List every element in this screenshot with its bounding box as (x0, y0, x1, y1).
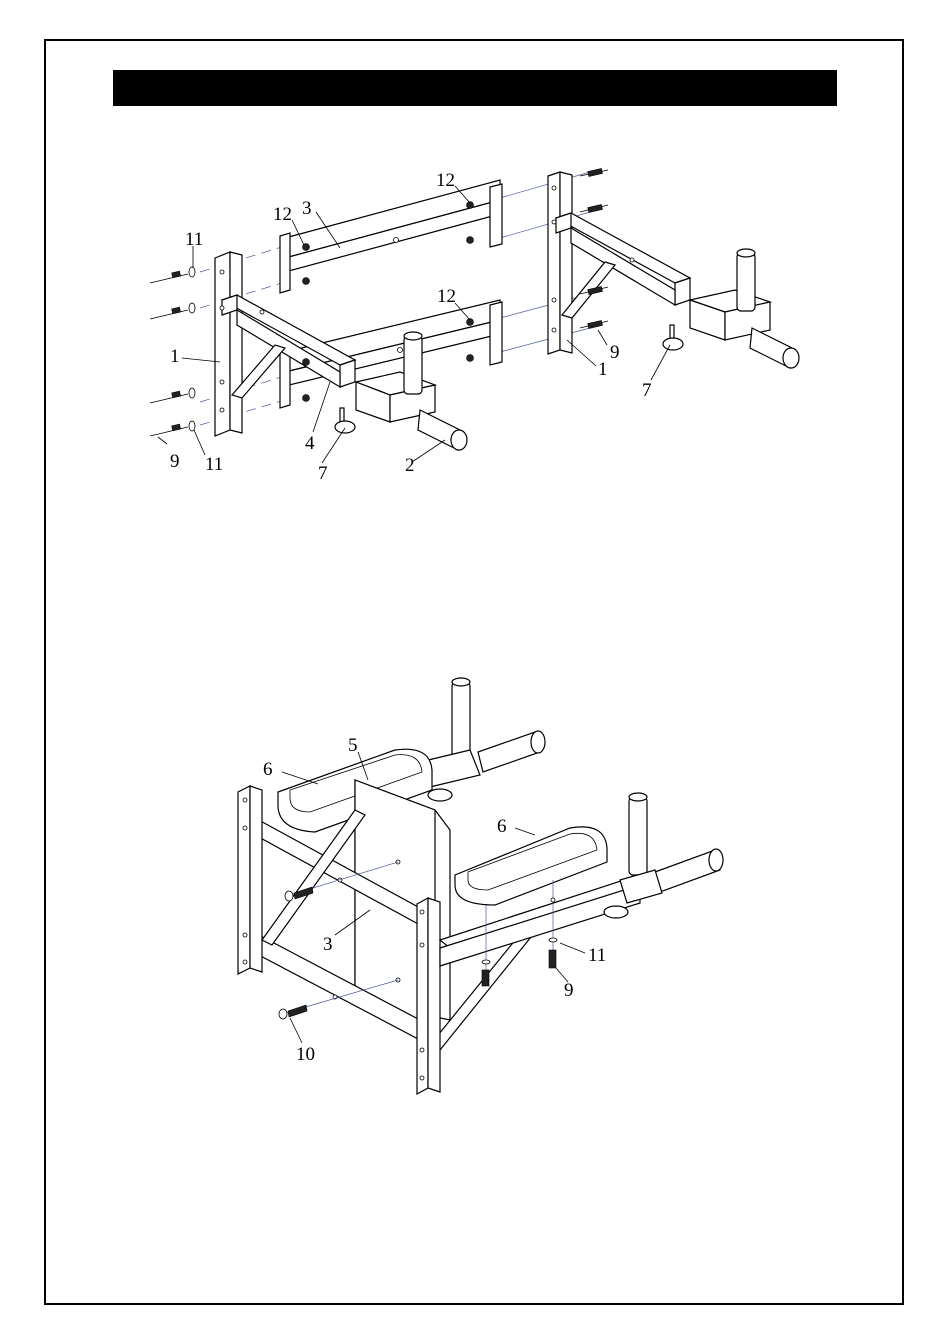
label-6-back: 6 (263, 759, 273, 780)
label-9-left: 9 (170, 451, 180, 472)
label-11-a: 11 (185, 229, 204, 250)
frame-post-right (417, 898, 440, 1094)
label-1-right: 1 (598, 359, 608, 380)
label-2: 2 (405, 455, 415, 476)
label-4: 4 (305, 433, 315, 454)
label-12-c: 12 (437, 286, 456, 307)
label-6-front: 6 (497, 816, 507, 837)
label-7-right: 7 (642, 380, 652, 401)
frame-post-left (238, 786, 262, 974)
label-12-b: 12 (273, 204, 292, 225)
label-11-bottom: 11 (588, 945, 607, 966)
label-12-a: 12 (436, 170, 455, 191)
label-7-left: 7 (318, 463, 328, 484)
label-5: 5 (348, 735, 358, 756)
label-1-left: 1 (170, 346, 180, 367)
label-9-right: 9 (610, 342, 620, 363)
label-3-bottom: 3 (323, 934, 333, 955)
label-9-bottom: 9 (564, 980, 574, 1001)
label-10: 10 (296, 1044, 315, 1065)
label-11-b: 11 (205, 454, 224, 475)
handle-back (420, 678, 545, 801)
label-3-top: 3 (302, 198, 312, 219)
